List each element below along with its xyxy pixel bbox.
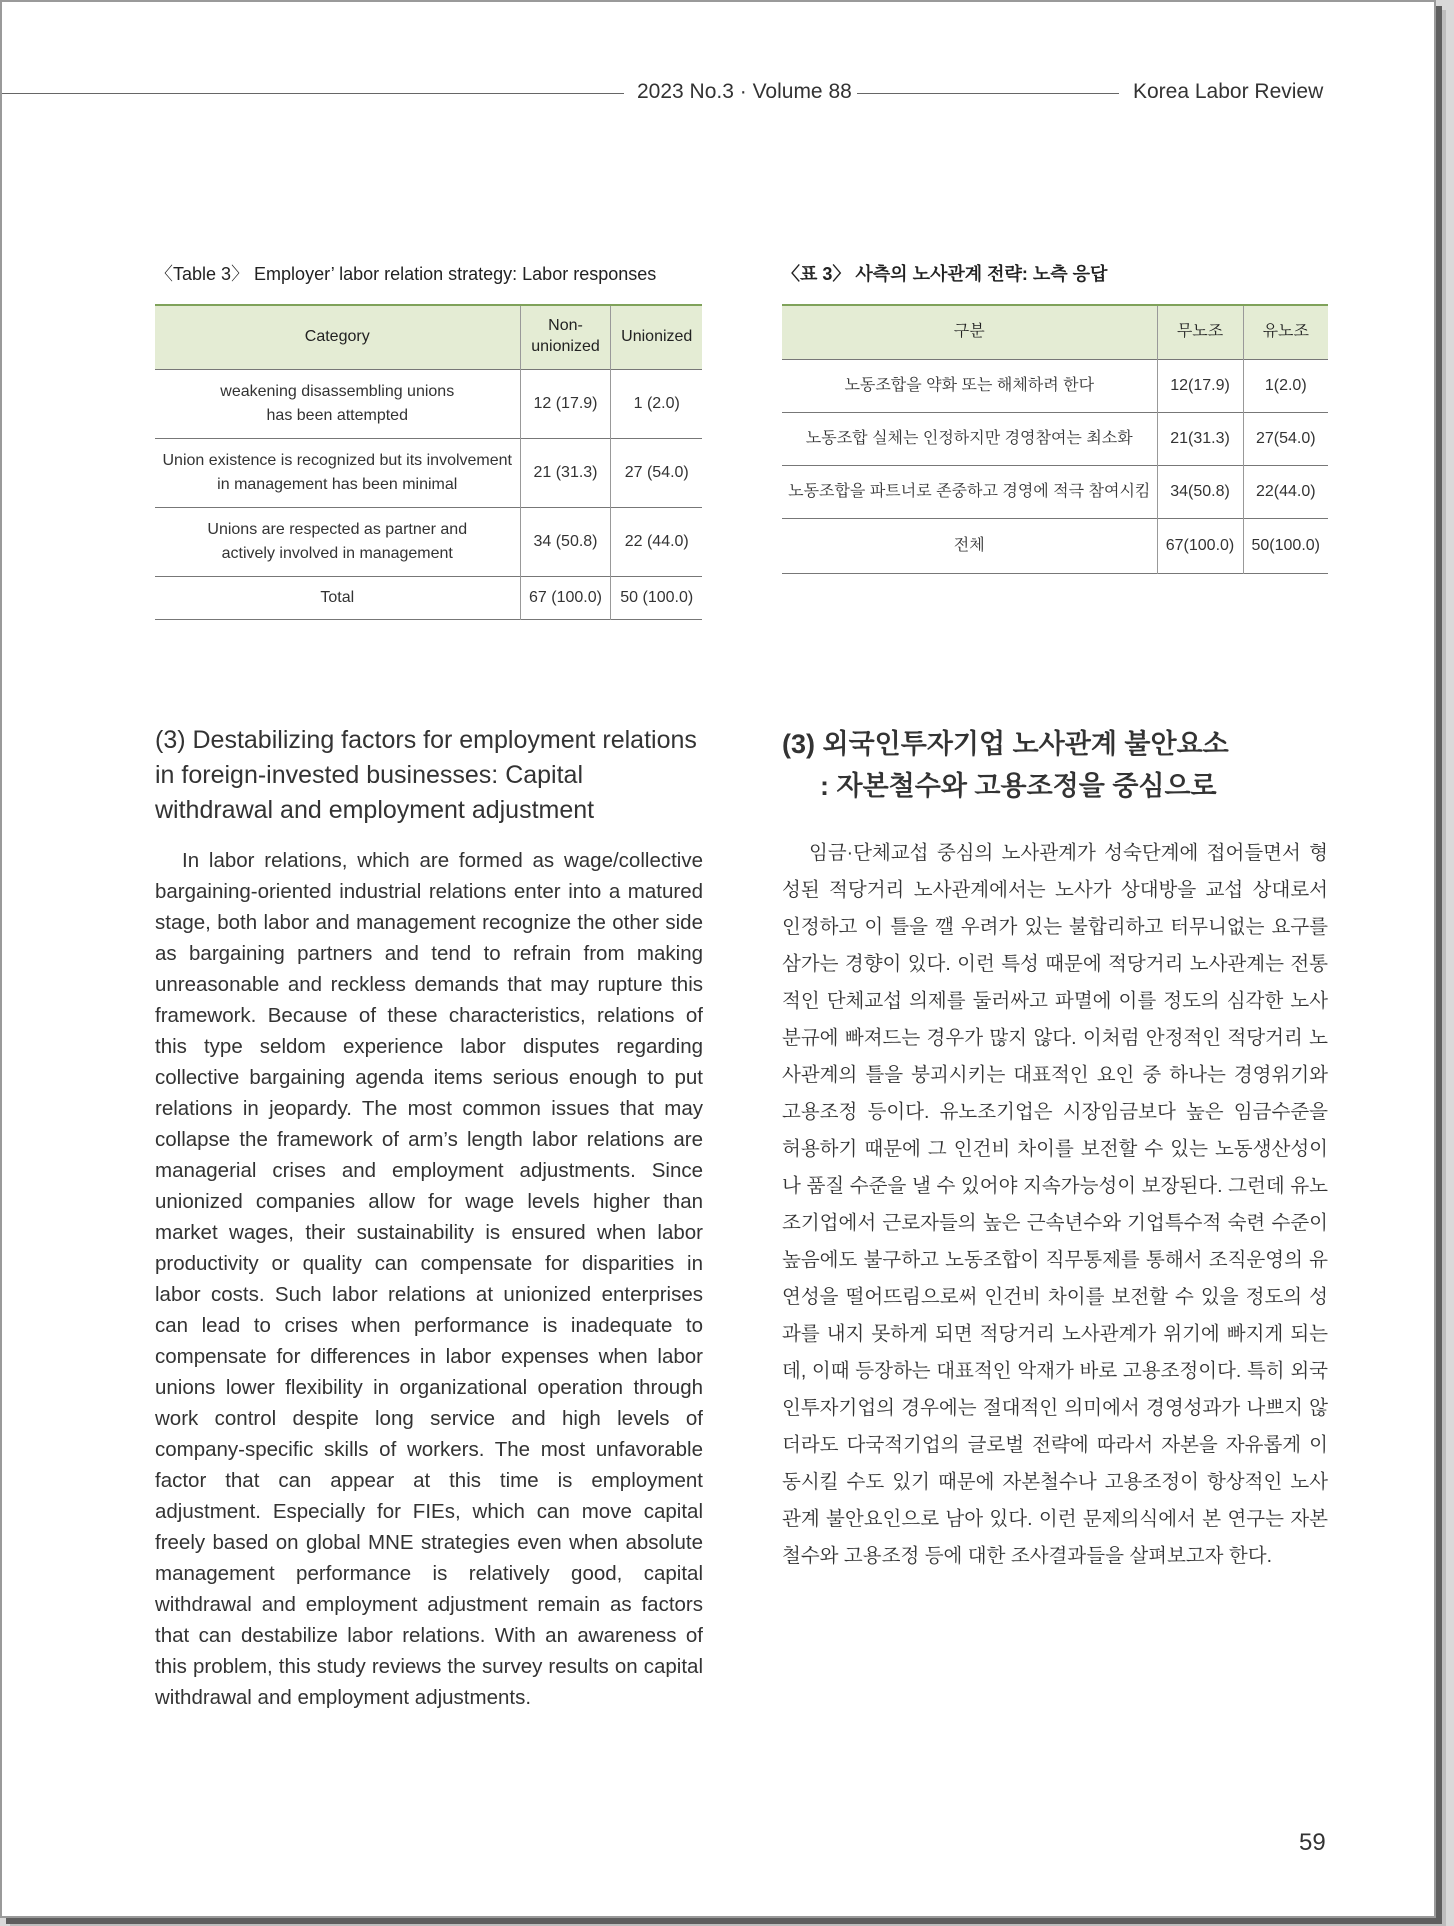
table-ko-cell: 노동조합 실체는 인정하지만 경영참여는 최소화 — [805, 429, 1133, 447]
table-en-cell: 67 (100.0) — [520, 576, 611, 619]
page-number: 59 — [1299, 1829, 1326, 1856]
table-ko-cell: 노동조합을 약화 또는 해체하려 한다 — [844, 376, 1095, 394]
header-journal: Korea Labor Review — [1133, 80, 1324, 103]
table-ko-cell: 12(17.9) — [1157, 359, 1243, 412]
table-en-header-unionized: Unionized — [611, 305, 702, 369]
table-row — [155, 369, 702, 438]
table-ko-cell: 21(31.3) — [1157, 412, 1243, 465]
table-ko-cell: 50(100.0) — [1243, 518, 1328, 573]
table-en-cell: 22 (44.0) — [611, 507, 702, 576]
table-en-header-category: Category — [155, 305, 520, 369]
table-row — [782, 518, 1328, 573]
table-row — [782, 465, 1328, 518]
table-en-header-nonunionized: Non-unionized — [520, 305, 611, 369]
header-rule-middle — [857, 93, 1119, 94]
table-ko-caption: 〈표 3〉 사측의 노사관계 전략: 노측 응답 — [782, 264, 1108, 284]
table-en-cell: Union existence is recognized but its involvement in management has been minimal — [162, 451, 512, 493]
table-row — [155, 507, 702, 576]
section-en-body — [155, 845, 703, 1713]
table-en-cell: 12 (17.9) — [520, 369, 611, 438]
table-en-cell: weakening disassembling unions has been attempted — [220, 382, 455, 424]
section-en-title: (3) Destabilizing factors for employment relations in foreign-invested businesses: Capital withdrawal and employment adjustment — [155, 726, 697, 824]
table-en-cell: 50 (100.0) — [611, 576, 702, 619]
table-ko-cell: 전체 — [953, 536, 985, 554]
section-ko-title-line2: : 자본철수와 고용조정을 중심으로 — [820, 771, 1217, 801]
table-en-cell: 1 (2.0) — [611, 369, 702, 438]
table-ko-cell: 67(100.0) — [1157, 518, 1243, 573]
section-en-paragraph: In labor relations, which are formed as wage/collective bargaining-oriented industrial relations enter into a matured stage, both labor and management recognize the other side as bargaining partners and tend to refrain from making unreasonable and reckless demands that may rupture this framework. Because of these characteristics, relations of this type seldom experience labor disputes regarding collective bargaining agenda items serious enough to put relations in jeopardy. The most common issues that may collapse the framework of arm’s length labor relations are managerial crises and employment adjustments. Since unionized companies allow for wage levels higher than market wages, their sustainability is ensured when labor productivity or quality can compensate for disparities in labor costs. Such labor relations at unionized enterprises can lead to crises when performance is inadequate to compensate for differences in labor expenses when labor unions lower flexibility in organizational operation through work control despite long service and high levels of company-specific skills of workers. The most unfavorable factor that can appear at this time is employment adjustment. Especially for FIEs, which can move capital freely based on global MNE strategies even when absolute management performance is relatively good, capital withdrawal and employment adjustment remain as factors that can destabilize labor relations. With an awareness of this problem, this study reviews the survey results on capital withdrawal and employment adjustments. — [155, 849, 703, 1709]
table-ko-header-category: 구분 — [782, 305, 1157, 359]
header-issue: 2023 No.3 · Volume 88 — [637, 80, 852, 103]
table-ko-cell: 34(50.8) — [1157, 465, 1243, 518]
table-en — [155, 304, 702, 620]
table-en-cell: Total — [320, 588, 355, 606]
table-ko-cell: 27(54.0) — [1243, 412, 1328, 465]
table-ko-cell: 노동조합을 파트너로 존중하고 경영에 적극 참여시킴 — [788, 482, 1151, 500]
table-ko — [782, 304, 1328, 574]
table-en-cell: 27 (54.0) — [611, 438, 702, 507]
section-ko-body — [782, 835, 1328, 1575]
table-en-caption: 〈Table 3〉 Employer’ labor relation strategy: Labor responses — [155, 264, 657, 284]
table-row — [155, 438, 702, 507]
table-en-cell: Unions are respected as partner and actively involved in management — [207, 520, 468, 562]
table-en-cell: 34 (50.8) — [520, 507, 611, 576]
table-row — [155, 576, 702, 619]
header-rule-left — [2, 93, 624, 94]
section-ko-paragraph: 임금·단체교섭 중심의 노사관계가 성숙단계에 접어들면서 형성된 적당거리 노사관계에서는 노사가 상대방을 교섭 상대로서 인정하고 이 틀을 깰 우려가 있는 불합리하고 터무니없는 요구를 삼가는 경향이 있다. 이런 특성 때문에 적당거리 노사관계는 전통적인 단체교섭 의제를 둘러싸고 파멸에 이를 정도의 심각한 노사분규에 빠져드는 경우가 많지 않다. 이처럼 안정적인 적당거리 노사관계의 틀을 붕괴시키는 대표적인 요인 중 하나는 경영위기와 고용조정 등이다. 유노조기업은 시장임금보다 높은 임금수준을 허용하기 때문에 그 인건비 차이를 보전할 수 있는 노동생산성이나 품질 수준을 낼 수 있어야 지속가능성이 보장된다. 그런데 유노조기업에서 근로자들의 높은 근속년수와 기업특수적 숙련 수준이 높음에도 불구하고 노동조합이 직무통제를 통해서 조직운영의 유연성을 떨어뜨림으로써 인건비 차이를 보전할 수 있을 정도의 성과를 내지 못하게 되면 적당거리 노사관계가 위기에 빠지게 되는데, 이때 등장하는 대표적인 악재가 바로 고용조정이다. 특히 외국인투자기업의 경우에는 절대적인 의미에서 경영성과가 나쁘지 않더라도 다국적기업의 글로벌 전략에 따라서 자본을 자유롭게 이동시킬 수도 있기 때문에 자본철수나 고용조정이 항상적인 노사관계 불안요인으로 남아 있다. 이런 문제의식에서 본 연구는 자본 철수와 고용조정 등에 대한 조사결과들을 살펴보고자 한다. — [782, 842, 1328, 1567]
table-row — [782, 359, 1328, 412]
table-row — [782, 412, 1328, 465]
table-ko-header-nonunion: 무노조 — [1157, 305, 1243, 359]
section-ko-title-line1: (3) 외국인투자기업 노사관계 불안요소 — [782, 729, 1229, 759]
table-ko-cell: 1(2.0) — [1243, 359, 1328, 412]
table-ko-cell: 22(44.0) — [1243, 465, 1328, 518]
table-en-cell: 21 (31.3) — [520, 438, 611, 507]
table-ko-header-union: 유노조 — [1243, 305, 1328, 359]
